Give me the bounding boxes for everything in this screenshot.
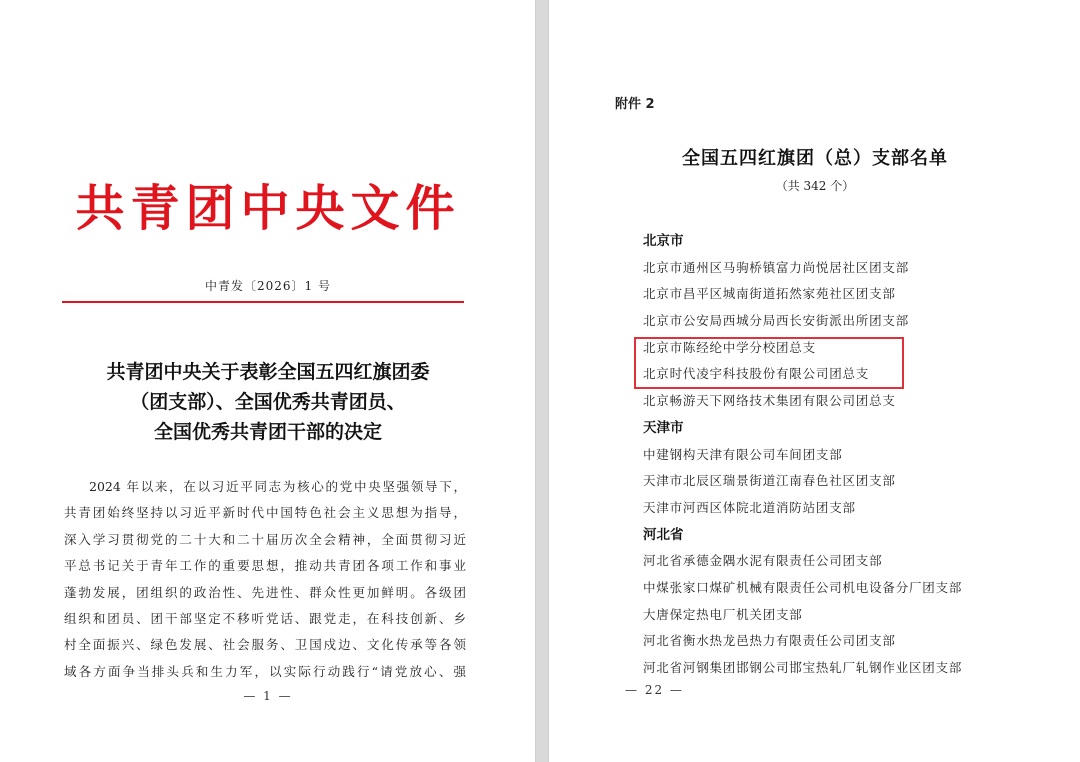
left-document-page (0, 0, 536, 762)
body-line: 2024 年以来，在以习近平同志为核心的党中央坚强领导下， (89, 479, 466, 494)
body-line: 域各方面争当排头兵和生力军，以实际行动践行“请党放心、强 (64, 663, 466, 679)
document-number: 中青发〔2026〕1 号 (205, 279, 331, 293)
document-body (64, 474, 466, 685)
attachment-label: 附件 2 (615, 97, 655, 112)
page-number: — 22 — (625, 683, 684, 697)
document-red-header: 共青团中央文件 (75, 179, 461, 237)
list-item: 天津市北辰区瑞景街道江南春色社区团支部 (643, 473, 896, 489)
list-item: 河北省河钢集团邯钢公司邯宝热轧厂轧钢作业区团支部 (643, 660, 963, 675)
region-heading: 北京市 (643, 233, 684, 249)
list-item: 北京畅游天下网络技术集团有限公司团总支 (643, 393, 896, 409)
list-item: 北京市昌平区城南街道拓然家苑社区团支部 (643, 286, 896, 302)
body-line: 深入学习贯彻党的二十大和二十届历次全会精神，全面贯彻习近 (64, 531, 466, 547)
list-item: 河北省衡水热龙邑热力有限责任公司团支部 (643, 633, 896, 649)
list-item: 北京市陈经纶中学分校团总支 (643, 339, 816, 355)
list-item: 北京市通州区马驹桥镇富力尚悦居社区团支部 (643, 259, 910, 275)
list-item: 中建钢构天津有限公司车间团支部 (643, 446, 843, 462)
list-item: 中煤张家口煤矿机械有限责任公司机电设备分厂团支部 (643, 579, 963, 595)
right-document-page (548, 0, 1080, 762)
region-heading: 河北省 (643, 526, 684, 543)
organization-list (643, 228, 1063, 682)
page-number: — 1 — (243, 689, 293, 703)
body-line: 共青团始终坚持以习近平新时代中国特色社会主义思想为指导， (64, 505, 466, 521)
list-count: （共 342 个） (775, 179, 855, 193)
document-title-line: 共青团中央关于表彰全国五四红旗团委 (106, 361, 430, 383)
highlight-box (634, 337, 904, 389)
body-line: 平总书记关于青年工作的重要思想，推动共青团各项工作和事业 (64, 558, 466, 574)
list-item: 大唐保定热电厂机关团支部 (643, 606, 803, 622)
red-divider-line (62, 301, 464, 303)
body-line: 蓬勃发展，团组织的政治性、先进性、群众性更加鲜明。各级团 (64, 584, 466, 600)
document-title (60, 357, 476, 447)
region-heading: 天津市 (643, 419, 684, 436)
list-item: 北京时代凌宇科技股份有限公司团总支 (643, 366, 870, 382)
list-item: 北京市公安局西城分局西长安街派出所团支部 (643, 313, 910, 329)
list-item: 河北省承德金隅水泥有限责任公司团支部 (643, 553, 883, 569)
list-item: 天津市河西区体院北道消防站团支部 (643, 499, 856, 515)
body-line: 村全面振兴、绿色发展、社会服务、卫国戍边、文化传承等各领 (64, 637, 466, 653)
body-line: 组织和团员、团干部坚定不移听党话、跟党走，在科技创新、乡 (64, 611, 466, 627)
document-title-line: （团支部）、全国优秀共青团员、 (130, 391, 406, 413)
list-title: 全国五四红旗团（总）支部名单 (682, 148, 948, 169)
document-title-line: 全国优秀共青团干部的决定 (153, 421, 382, 443)
